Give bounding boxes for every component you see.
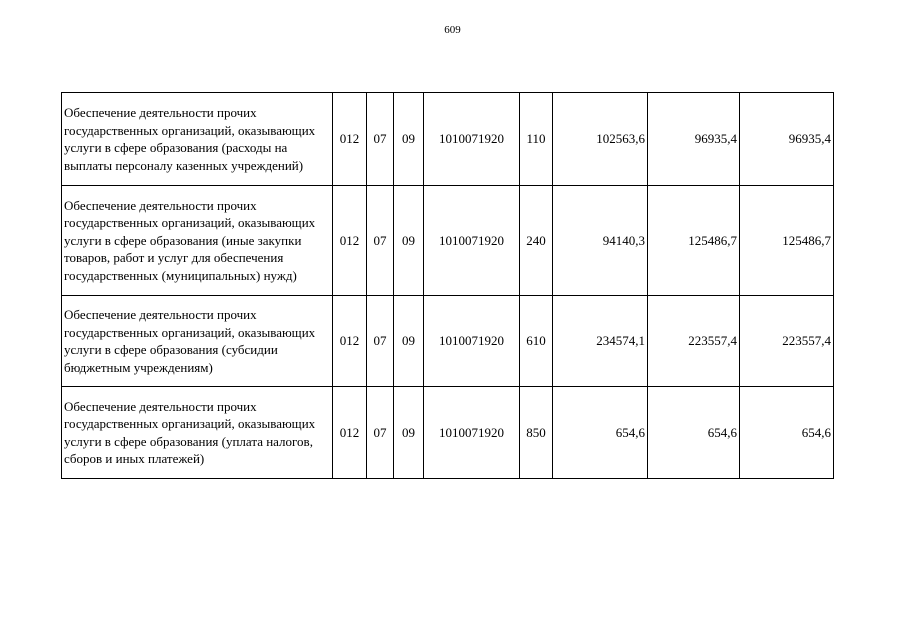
target-article-cell: 1010071920 — [424, 93, 520, 186]
amount-1-cell: 94140,3 — [553, 186, 648, 296]
amount-3-cell: 654,6 — [740, 387, 834, 479]
amount-3-cell: 96935,4 — [740, 93, 834, 186]
subsection-code-cell: 09 — [394, 387, 424, 479]
expense-type-cell: 110 — [520, 93, 553, 186]
ministry-code-cell: 012 — [333, 296, 367, 387]
subsection-code-cell: 09 — [394, 93, 424, 186]
expense-name-cell: Обеспечение деятельности прочих государственных организаций, оказывающих услуги в сфере образования (иные закупки товаров, работ и услуг для обеспечения государственных (муниципальных) нужд) — [62, 186, 333, 296]
section-code-cell: 07 — [367, 186, 394, 296]
ministry-code-cell: 012 — [333, 387, 367, 479]
table-row — [62, 186, 834, 296]
amount-1-cell: 102563,6 — [553, 93, 648, 186]
amount-2-cell: 125486,7 — [648, 186, 740, 296]
amount-2-cell: 654,6 — [648, 387, 740, 479]
budget-table — [61, 92, 834, 479]
page-number: 609 — [444, 24, 461, 36]
target-article-cell: 1010071920 — [424, 387, 520, 479]
section-code-cell: 07 — [367, 296, 394, 387]
expense-name-cell: Обеспечение деятельности прочих государственных организаций, оказывающих услуги в сфере образования (уплата налогов, сборов и иных платежей) — [62, 387, 333, 479]
subsection-code-cell: 09 — [394, 296, 424, 387]
target-article-cell: 1010071920 — [424, 296, 520, 387]
amount-3-cell: 223557,4 — [740, 296, 834, 387]
expense-type-cell: 610 — [520, 296, 553, 387]
amount-2-cell: 223557,4 — [648, 296, 740, 387]
section-code-cell: 07 — [367, 93, 394, 186]
amount-1-cell: 654,6 — [553, 387, 648, 479]
table-row — [62, 296, 834, 387]
ministry-code-cell: 012 — [333, 186, 367, 296]
expense-name-cell: Обеспечение деятельности прочих государственных организаций, оказывающих услуги в сфере образования (расходы на выплаты персоналу казенных учреждений) — [62, 93, 333, 186]
ministry-code-cell: 012 — [333, 93, 367, 186]
table-row — [62, 387, 834, 479]
amount-1-cell: 234574,1 — [553, 296, 648, 387]
subsection-code-cell: 09 — [394, 186, 424, 296]
expense-type-cell: 240 — [520, 186, 553, 296]
section-code-cell: 07 — [367, 387, 394, 479]
expense-name-cell: Обеспечение деятельности прочих государственных организаций, оказывающих услуги в сфере образования (субсидии бюджетным учреждениям) — [62, 296, 333, 387]
expense-type-cell: 850 — [520, 387, 553, 479]
table-row — [62, 93, 834, 186]
amount-3-cell: 125486,7 — [740, 186, 834, 296]
amount-2-cell: 96935,4 — [648, 93, 740, 186]
target-article-cell: 1010071920 — [424, 186, 520, 296]
